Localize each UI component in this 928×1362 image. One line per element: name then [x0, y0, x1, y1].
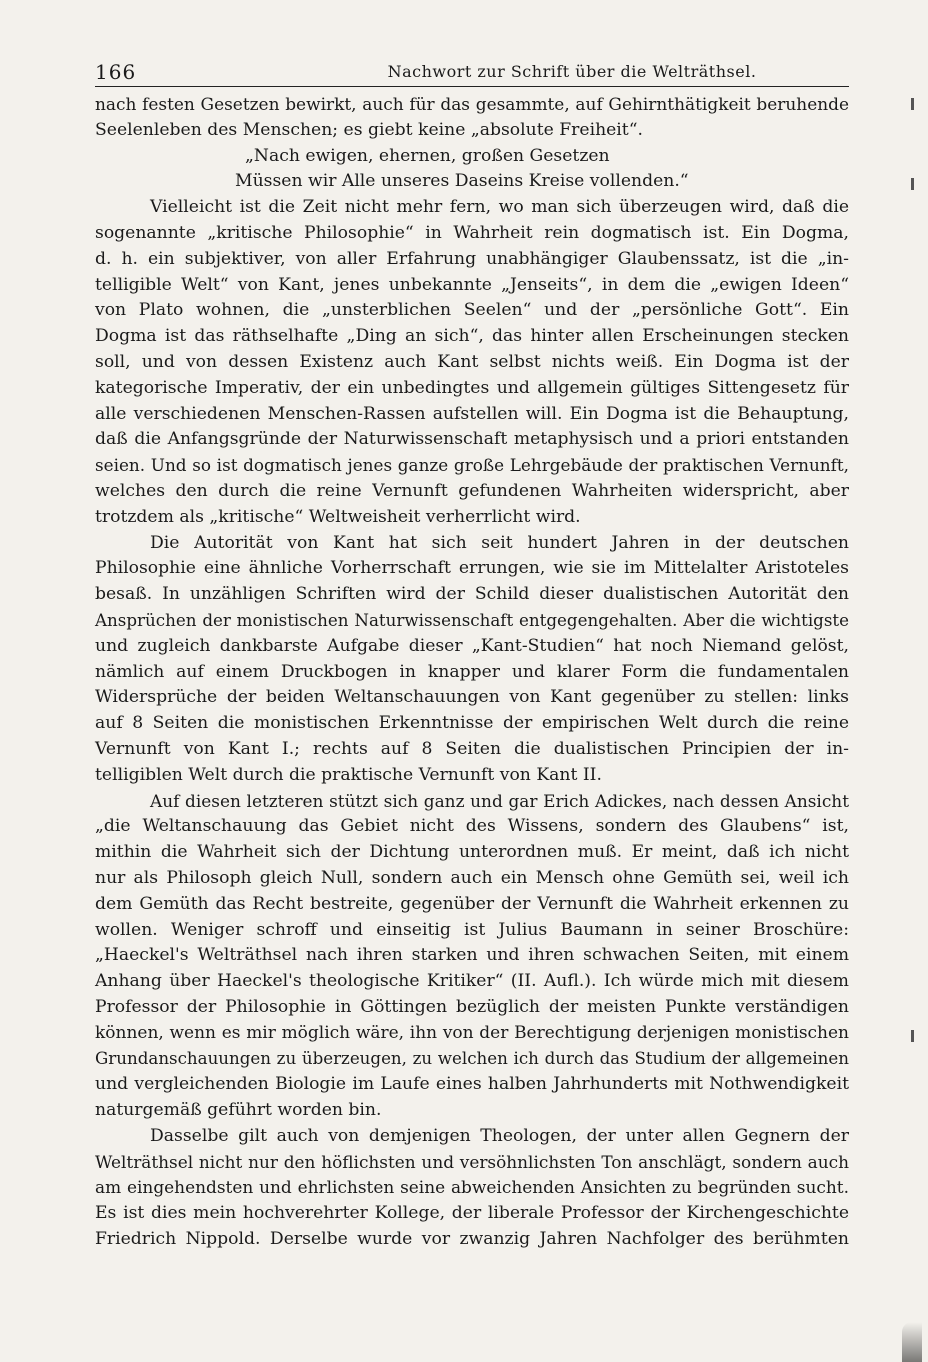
text-line: naturgemäß geführt worden bin. [95, 1100, 382, 1121]
body-text [95, 92, 849, 1253]
verse-line: Müssen wir Alle unseres Daseins Kreise vollenden.“ [235, 171, 689, 192]
page-corner-shadow [902, 1322, 922, 1362]
text-line: von Plato wohnen, die „unsterblichen Seelen“ und der „persönliche Gott“. Ein [95, 300, 849, 321]
running-title: Nachwort zur Schrift über die Welträthsel. [387, 62, 757, 81]
text-line: sogenannte „kritische Philosophie“ in Wahrheit rein dogmatisch ist. Ein Dogma, [95, 222, 849, 243]
page-number: 166 [95, 60, 137, 84]
text-line: auf 8 Seiten die monistischen Erkenntnisse der empirischen Welt durch die reine [95, 713, 849, 734]
verse-line: „Nach ewigen, ehernen, großen Gesetzen [245, 145, 610, 166]
text-line: und zugleich dankbarste Aufgabe dieser „Kant-Studien“ hat noch Niemand gelöst, [95, 635, 849, 656]
text-line: d. h. ein subjektiver, von aller Erfahrung unabhängiger Glaubenssatz, ist die „in- [95, 248, 849, 269]
text-line: Vernunft von Kant I.; rechts auf 8 Seiten die dualistischen Principien der in- [95, 738, 849, 759]
paragraph-first-line: Auf diesen letzteren stützt sich ganz und gar Erich Adickes, nach dessen Ansicht [150, 790, 849, 811]
text-line: „die Weltanschauung das Gebiet nicht des Wissens, sondern des Glaubens“ ist, [95, 816, 849, 837]
text-line: Professor der Philosophie in Göttingen bezüglich der meisten Punkte verständigen [95, 996, 849, 1017]
margin-mark [911, 1030, 914, 1042]
text-line: Friedrich Nippold. Derselbe wurde vor zwanzig Jahren Nachfolger des berühmten [95, 1229, 849, 1250]
text-line: telligible Welt“ von Kant, jenes unbekannte „Jenseits“, in dem die „ewigen Ideen“ [95, 274, 849, 295]
text-line: Widersprüche der beiden Weltanschauungen von Kant gegenüber zu stellen: links [95, 687, 849, 708]
text-line: Ansprüchen der monistischen Naturwissenschaft entgegengehalten. Aber die wichtigste [95, 610, 849, 630]
text-line: nämlich auf einem Druckbogen in knapper und klarer Form die fundamentalen [95, 661, 849, 682]
text-line: „Haeckel's Welträthsel nach ihren starken und ihren schwachen Seiten, mit einem [95, 945, 849, 966]
text-line: Anhang über Haeckel's theologische Kritiker“ (II. Aufl.). Ich würde mich mit diesem [95, 971, 849, 992]
text-line: und vergleichenden Biologie im Laufe eines halben Jahrhunderts mit Nothwendigkeit [95, 1074, 849, 1095]
margin-mark [911, 178, 914, 190]
text-line: dem Gemüth das Recht bestreite, gegenüber der Vernunft die Wahrheit erkennen zu [95, 893, 849, 914]
text-line: Welträthsel nicht nur den höflichsten und versöhnlichsten Ton anschlägt, sondern auch [95, 1151, 849, 1172]
text-line: nur als Philosoph gleich Null, sondern auch ein Mensch ohne Gemüth sei, weil ich [95, 867, 849, 888]
text-line: können, wenn es mir möglich wäre, ihn von der Berechtigung derjenigen monistischen [95, 1022, 849, 1043]
margin-mark [911, 98, 914, 110]
text-line: seien. Und so ist dogmatisch jenes ganze große Lehrgebäude der praktischen Vernunft, [95, 455, 849, 476]
text-line: soll, und von dessen Existenz auch Kant selbst nichts weiß. Ein Dogma ist der [95, 351, 849, 372]
text-line: welches den durch die reine Vernunft gefundenen Wahrheiten widerspricht, aber [95, 480, 849, 501]
text-line: alle verschiedenen Menschen-Rassen aufstellen will. Ein Dogma ist die Behauptung, [95, 403, 849, 424]
text-line: kategorische Imperativ, der ein unbedingtes und allgemein gültiges Sittengesetz für [95, 377, 849, 398]
page-header [95, 58, 849, 87]
text-line: Seelenleben des Menschen; es giebt keine „absolute Freiheit“. [95, 119, 643, 140]
text-line: nach festen Gesetzen bewirkt, auch für das gesammte, auf Gehirnthätigkeit beruhende [95, 94, 849, 114]
text-line: am eingehendsten und ehrlichsten seine abweichenden Ansichten zu begründen sucht. [95, 1177, 849, 1198]
text-line: trotzdem als „kritische“ Weltweisheit verherrlicht wird. [95, 506, 581, 527]
text-line: Philosophie eine ähnliche Vorherrschaft errungen, wie sie im Mittelalter Aristoteles [95, 558, 849, 579]
text-line: telligiblen Welt durch die praktische Vernunft von Kant II. [95, 764, 602, 785]
text-line: Es ist dies mein hochverehrter Kollege, der liberale Professor der Kirchengeschichte [95, 1203, 849, 1224]
text-line: besaß. In unzähligen Schriften wird der Schild dieser dualistischen Autorität den [95, 584, 849, 605]
text-line: Grundanschauungen zu überzeugen, zu welchen ich durch das Studium der allgemeinen [95, 1049, 849, 1069]
paragraph-first-line: Die Autorität von Kant hat sich seit hundert Jahren in der deutschen [150, 532, 849, 553]
text-line: wollen. Weniger schroff und einseitig ist Julius Baumann in seiner Broschüre: [95, 919, 849, 940]
text-line: mithin die Wahrheit sich der Dichtung unterordnen muß. Er meint, daß ich nicht [95, 842, 849, 863]
text-line: daß die Anfangsgründe der Naturwissenschaft metaphysisch und a priori entstanden [95, 429, 849, 450]
paragraph-first-line: Vielleicht ist die Zeit nicht mehr fern, wo man sich überzeugen wird, daß die [150, 197, 849, 218]
paragraph-first-line: Dasselbe gilt auch von demjenigen Theologen, der unter allen Gegnern der [150, 1125, 849, 1146]
text-line: Dogma ist das räthselhafte „Ding an sich“, das hinter allen Erscheinungen stecken [95, 326, 849, 347]
